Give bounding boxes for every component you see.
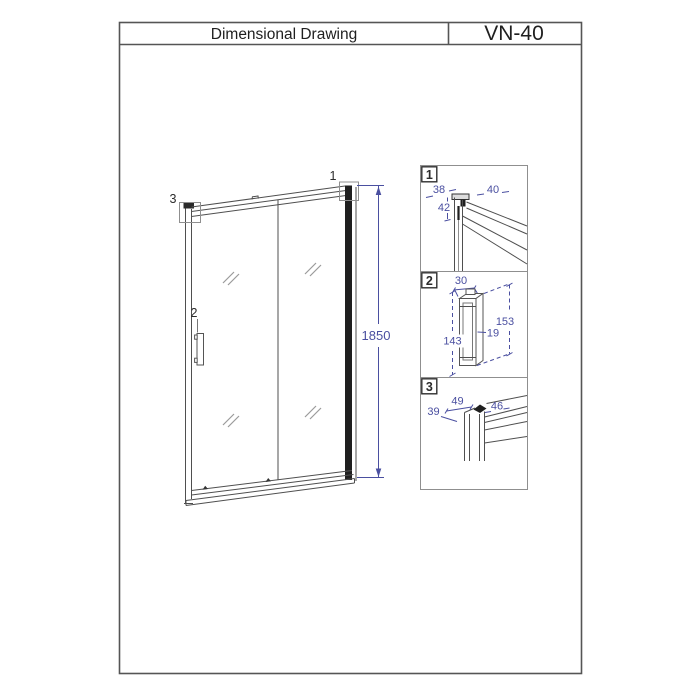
glass-hatch-marks [223, 263, 321, 427]
detail-2-number: 2 [425, 273, 433, 288]
roller-guide [203, 486, 209, 490]
detail-1-dim-38: 38 [432, 184, 446, 196]
roller-guide [266, 478, 272, 482]
model-number: VN-40 [484, 22, 544, 45]
callout-label-3: 3 [169, 192, 177, 206]
main-door-drawing [170, 169, 391, 506]
detail-3-dim-49: 49 [451, 395, 464, 408]
left-stile [184, 203, 195, 504]
callout-label-2: 2 [190, 306, 198, 320]
bottom-rail [186, 471, 355, 506]
detail-panels [421, 166, 528, 490]
right-stile [345, 186, 356, 482]
detail-1-dim-42: 42 [437, 202, 451, 214]
detail-2-dim-19: 19 [486, 327, 500, 340]
door-handle [195, 319, 204, 365]
detail-2-geometry [450, 283, 513, 377]
detail-3-dim-39: 39 [427, 406, 440, 418]
detail-1-dim-40: 40 [486, 184, 500, 196]
detail-2-dim-153: 153 [495, 316, 515, 328]
detail-2-dim-143: 143 [443, 335, 462, 348]
height-dimension-label: 1850 [361, 328, 391, 343]
callout-label-1: 1 [329, 169, 337, 183]
detail-2-dim-30: 30 [454, 275, 468, 287]
detail-1-number: 1 [425, 167, 433, 182]
detail-3-number: 3 [425, 379, 433, 394]
detail-3-dim-46: 46 [490, 400, 504, 413]
sheet-title: Dimensional Drawing [210, 26, 358, 43]
top-rail [192, 186, 347, 217]
